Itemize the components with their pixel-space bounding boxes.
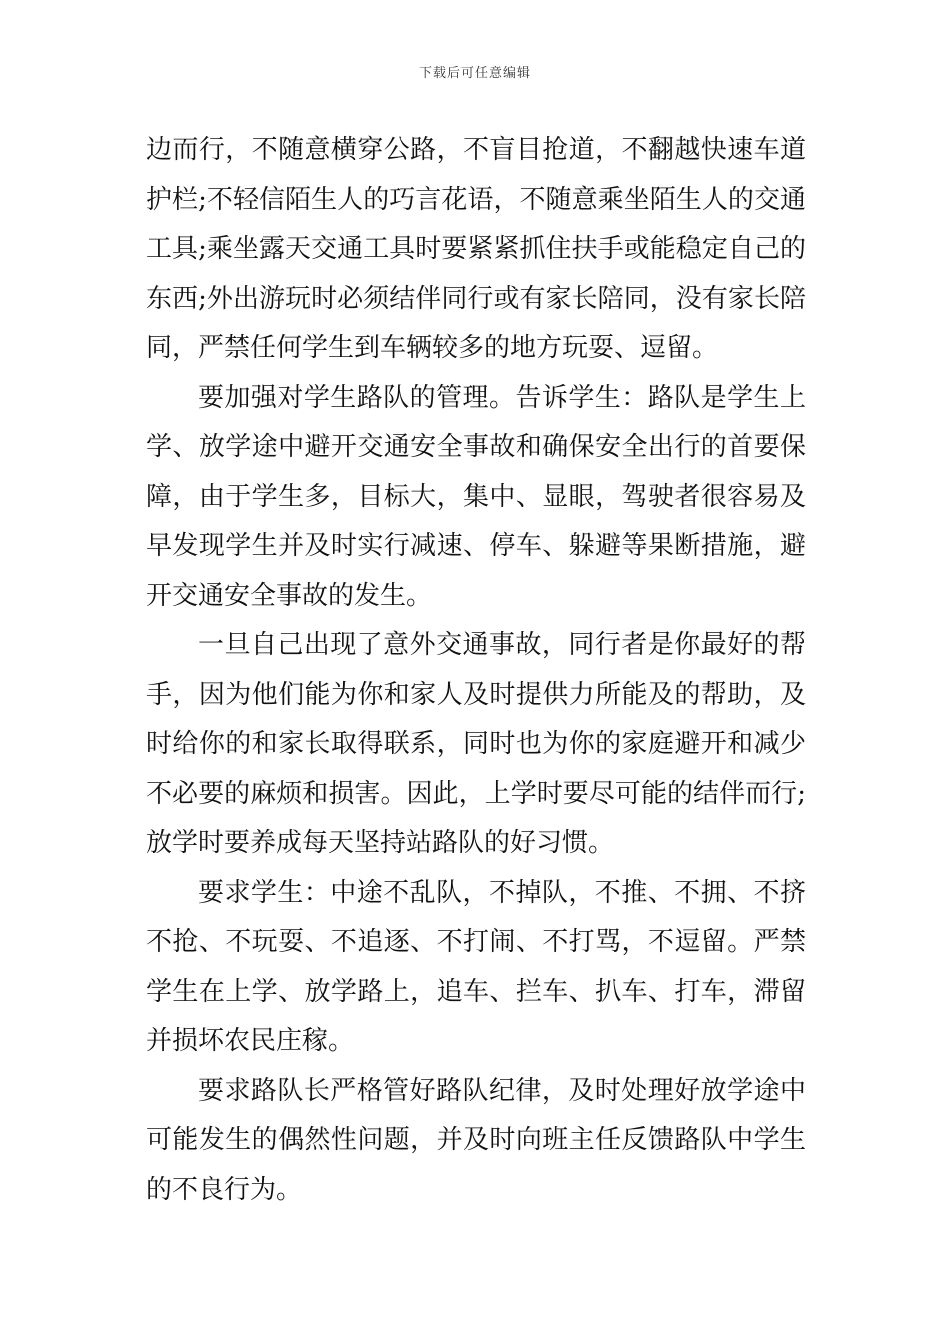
paragraph-1: 边而行，不随意横穿公路，不盲目抢道，不翻越快速车道护栏;不轻信陌生人的巧言花语，不随意乘坐陌生人的交通工具;乘坐露天交通工具时要紧紧抓住扶手或能稳定自己的东西;外出游玩时必须结伴同行或有家长陪同，没有家长陪同，严禁任何学生到车辆较多的地方玩耍、逗留。 xyxy=(146,135,806,363)
page-header: 下载后可任意编辑 xyxy=(418,66,531,81)
paragraph-3: 一旦自己出现了意外交通事故，同行者是你最好的帮手，因为他们能为你和家人及时提供力所能及的帮助，及时给你的和家长取得联系，同时也为你的家庭避开和减少不必要的麻烦和损害。因此，上学时要尽可能的结伴而行;放学时要养成每天坚持站路队的好习惯。 xyxy=(146,630,806,858)
paragraph-2: 要加强对学生路队的管理。告诉学生：路队是学生上学、放学途中避开交通安全事故和确保安全出行的首要保障，由于学生多，目标大，集中、显眼，驾驶者很容易及早发现学生并及时实行减速、停车、躲避等果断措施，避开交通安全事故的发生。 xyxy=(146,382,806,611)
paragraph-5: 要求路队长严格管好路队纪律，及时处理好放学途中可能发生的偶然性问题，并及时向班主任反馈路队中学生的不良行为。 xyxy=(146,1075,806,1205)
paragraph-4: 要求学生：中途不乱队，不掉队，不推、不拥、不挤不抢、不玩耍、不追逐、不打闹、不打骂，不逗留。严禁学生在上学、放学路上，追车、拦车、扒车、打车，滞留并损坏农民庄稼。 xyxy=(146,877,806,1056)
document-body xyxy=(146,126,806,1215)
